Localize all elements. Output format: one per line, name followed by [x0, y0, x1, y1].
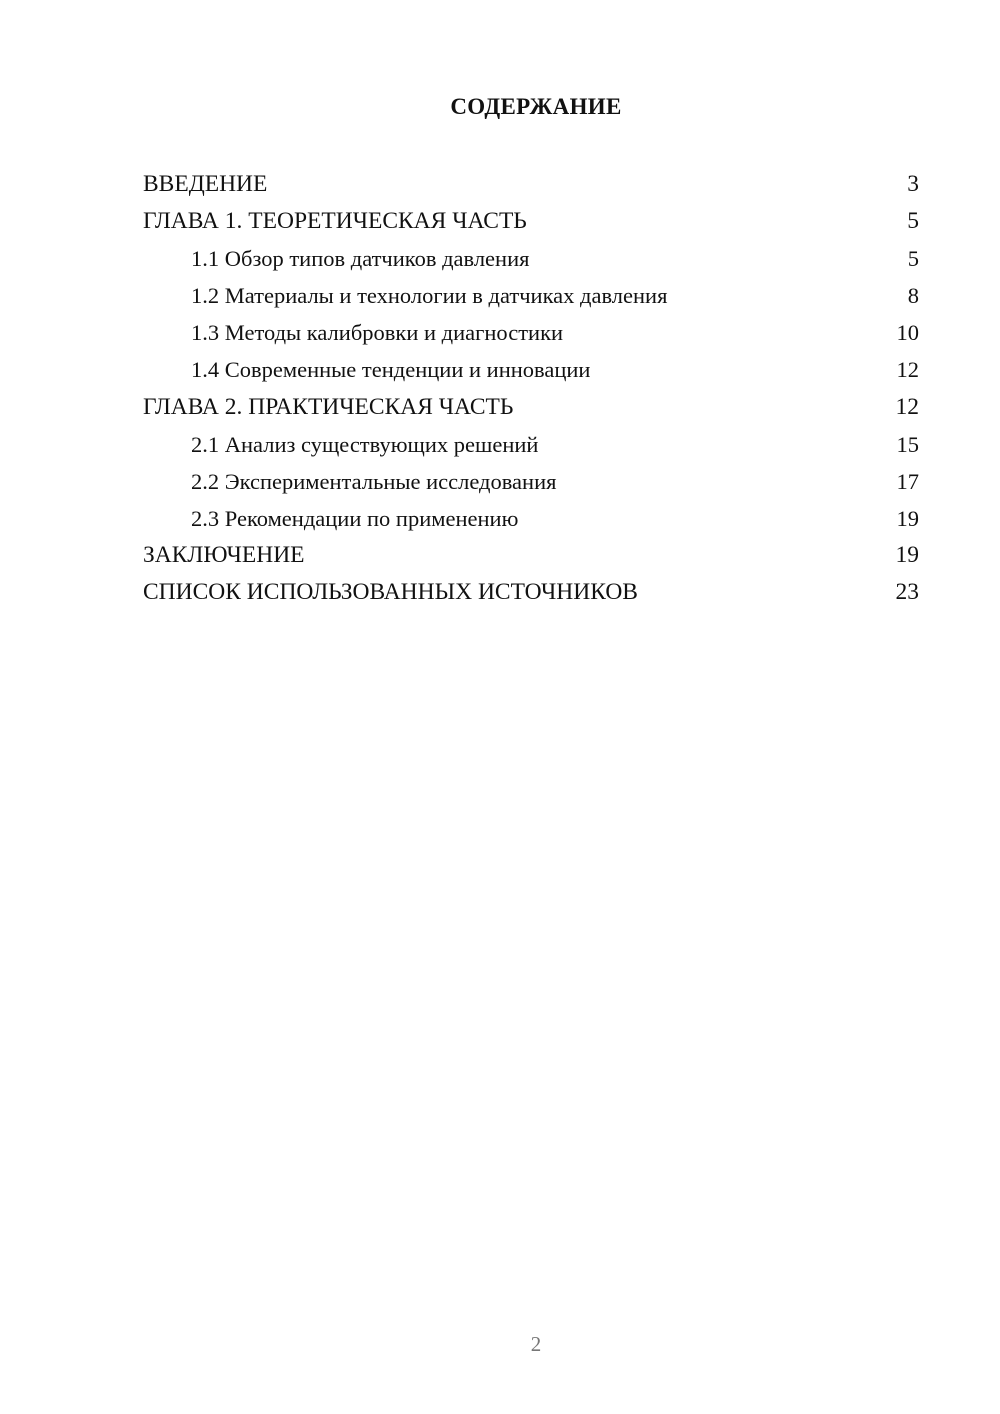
toc-entry-title: 1.2 Материалы и технологии в датчиках давления: [191, 283, 668, 309]
toc-entry-page: 23: [895, 579, 919, 606]
toc-entry-section-1-1: [143, 240, 919, 277]
page-title: СОДЕРЖАНИЕ: [450, 94, 622, 119]
toc-entry-page: 15: [896, 431, 919, 457]
toc-entry-title: ГЛАВА 1. ТЕОРЕТИЧЕСКАЯ ЧАСТЬ: [143, 208, 527, 235]
toc-entry-title: 2.3 Рекомендации по применению: [191, 505, 519, 531]
toc-entry-section-1-3: [143, 314, 919, 351]
table-of-contents: [143, 166, 919, 611]
toc-entry-page: 5: [907, 208, 919, 235]
toc-entry-title: 1.1 Обзор типов датчиков давления: [191, 246, 530, 272]
toc-entry-conclusion: [143, 537, 919, 574]
toc-entry-references: [143, 574, 919, 611]
toc-entry-page: 12: [896, 357, 919, 383]
toc-entry-section-2-2: [143, 463, 919, 500]
toc-entry-section-2-3: [143, 500, 919, 537]
page-number: 2: [530, 1332, 542, 1356]
toc-entry-chapter-2: [143, 389, 919, 426]
toc-entry-page: 19: [895, 541, 919, 568]
toc-entry-chapter-1: [143, 203, 919, 240]
toc-entry-page: 17: [896, 468, 919, 494]
toc-entry-section-1-4: [143, 351, 919, 388]
toc-entry-title: ВВЕДЕНИЕ: [143, 171, 268, 197]
toc-entry-page: 10: [896, 320, 919, 346]
toc-entry-title: СПИСОК ИСПОЛЬЗОВАННЫХ ИСТОЧНИКОВ: [143, 579, 638, 606]
toc-entry-introduction: [143, 166, 919, 203]
toc-entry-page: 19: [896, 505, 919, 531]
toc-entry-section-2-1: [143, 426, 919, 463]
toc-entry-title: 1.4 Современные тенденции и инновации: [191, 357, 591, 383]
toc-entry-section-1-2: [143, 277, 919, 314]
toc-entry-title: ГЛАВА 2. ПРАКТИЧЕСКАЯ ЧАСТЬ: [143, 393, 514, 420]
toc-entry-page: 3: [907, 171, 919, 197]
toc-entry-page: 12: [895, 393, 919, 420]
toc-entry-title: 2.2 Экспериментальные исследования: [191, 468, 557, 494]
toc-entry-title: 2.1 Анализ существующих решений: [191, 431, 539, 457]
toc-entry-title: 1.3 Методы калибровки и диагностики: [191, 320, 564, 346]
toc-entry-page: 8: [907, 283, 919, 309]
toc-entry-page: 5: [907, 246, 919, 272]
toc-entry-title: ЗАКЛЮЧЕНИЕ: [143, 541, 305, 568]
